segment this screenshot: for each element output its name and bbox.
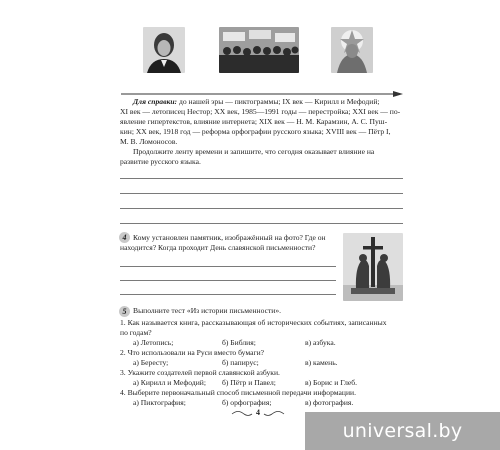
reference-line-5: М. В. Ломоносов. (120, 137, 178, 146)
timeline-arrow (121, 85, 403, 93)
answer-option[interactable]: б) папирус; (222, 358, 259, 367)
reference-label: Для справки: (133, 97, 178, 106)
reference-line-2: XI век — летописец Нестор; XX век, 1985—1991 годы — перестройка; XXI век — по- (120, 107, 401, 116)
watermark-label: universal.by (305, 412, 500, 450)
answer-option[interactable]: а) Пиктография; (133, 398, 186, 407)
answer-line[interactable] (120, 193, 403, 194)
answer-option[interactable]: а) Кирилл и Мефодий; (133, 378, 206, 387)
question-2: 2. Что использовали на Руси вместо бумаги? (120, 348, 265, 357)
pushkin-portrait (143, 27, 185, 73)
poster-soviet (331, 27, 373, 73)
task3-line-2: развитие русского языка. (120, 157, 201, 166)
answer-option[interactable]: б) Библия; (222, 338, 256, 347)
question-3: 3. Укажите создателей первой славянской азбуки. (120, 368, 280, 377)
answer-option[interactable]: в) Борис и Глеб. (305, 378, 358, 387)
answer-line[interactable] (120, 266, 336, 267)
page-number: 4 (256, 408, 260, 417)
monument-cyril-methodius (343, 233, 403, 301)
task5-number: 5 (119, 306, 130, 317)
task4-line-2: находится? Когда проходит День славянской письменности? (120, 243, 316, 252)
task4-number: 4 (119, 232, 130, 243)
answer-line[interactable] (120, 280, 336, 281)
question-4: 4. Выберите первоначальный способ письменной передачи информации. (120, 388, 356, 397)
answer-option[interactable]: а) Летопись; (133, 338, 174, 347)
question-1-line-1: 1. Как называется книга, рассказывающая об исторических событиях, записанных (120, 318, 387, 327)
answer-line[interactable] (120, 294, 336, 295)
reference-line-1: Для справки: до нашей эры — пиктограммы; IX век — Кирилл и Мефодий; (133, 97, 380, 106)
answer-option[interactable]: б) Пётр и Павел; (222, 378, 276, 387)
task4-line-1: Кому установлен памятник, изображённый на фото? Где он (133, 233, 326, 242)
answer-option[interactable]: в) фотография. (305, 398, 354, 407)
answer-option[interactable]: б) орфография; (222, 398, 272, 407)
crowd-with-banners (219, 27, 299, 73)
answer-option[interactable]: в) камень. (305, 358, 338, 367)
task5-title: Выполните тест «Из истории письменности». (133, 306, 282, 315)
answer-line[interactable] (120, 208, 403, 209)
answer-option[interactable]: а) Бересту; (133, 358, 169, 367)
question-1-line-2: по годам? (120, 328, 152, 337)
answer-line[interactable] (120, 178, 403, 179)
answer-option[interactable]: в) азбука. (305, 338, 336, 347)
reference-line-4: кин; XX век, 1918 год — реформа орфографии русского языка; XVIII век — Пётр I, (120, 127, 391, 136)
answer-line[interactable] (120, 223, 403, 224)
reference-line-3: явление гипертекстов, влияние интернета; XIX век — Н. М. Карамзин, А. С. Пуш- (120, 117, 388, 126)
task3-line-1: Продолжите ленту времени и запишите, что сегодня оказывает влияние на (133, 147, 375, 156)
